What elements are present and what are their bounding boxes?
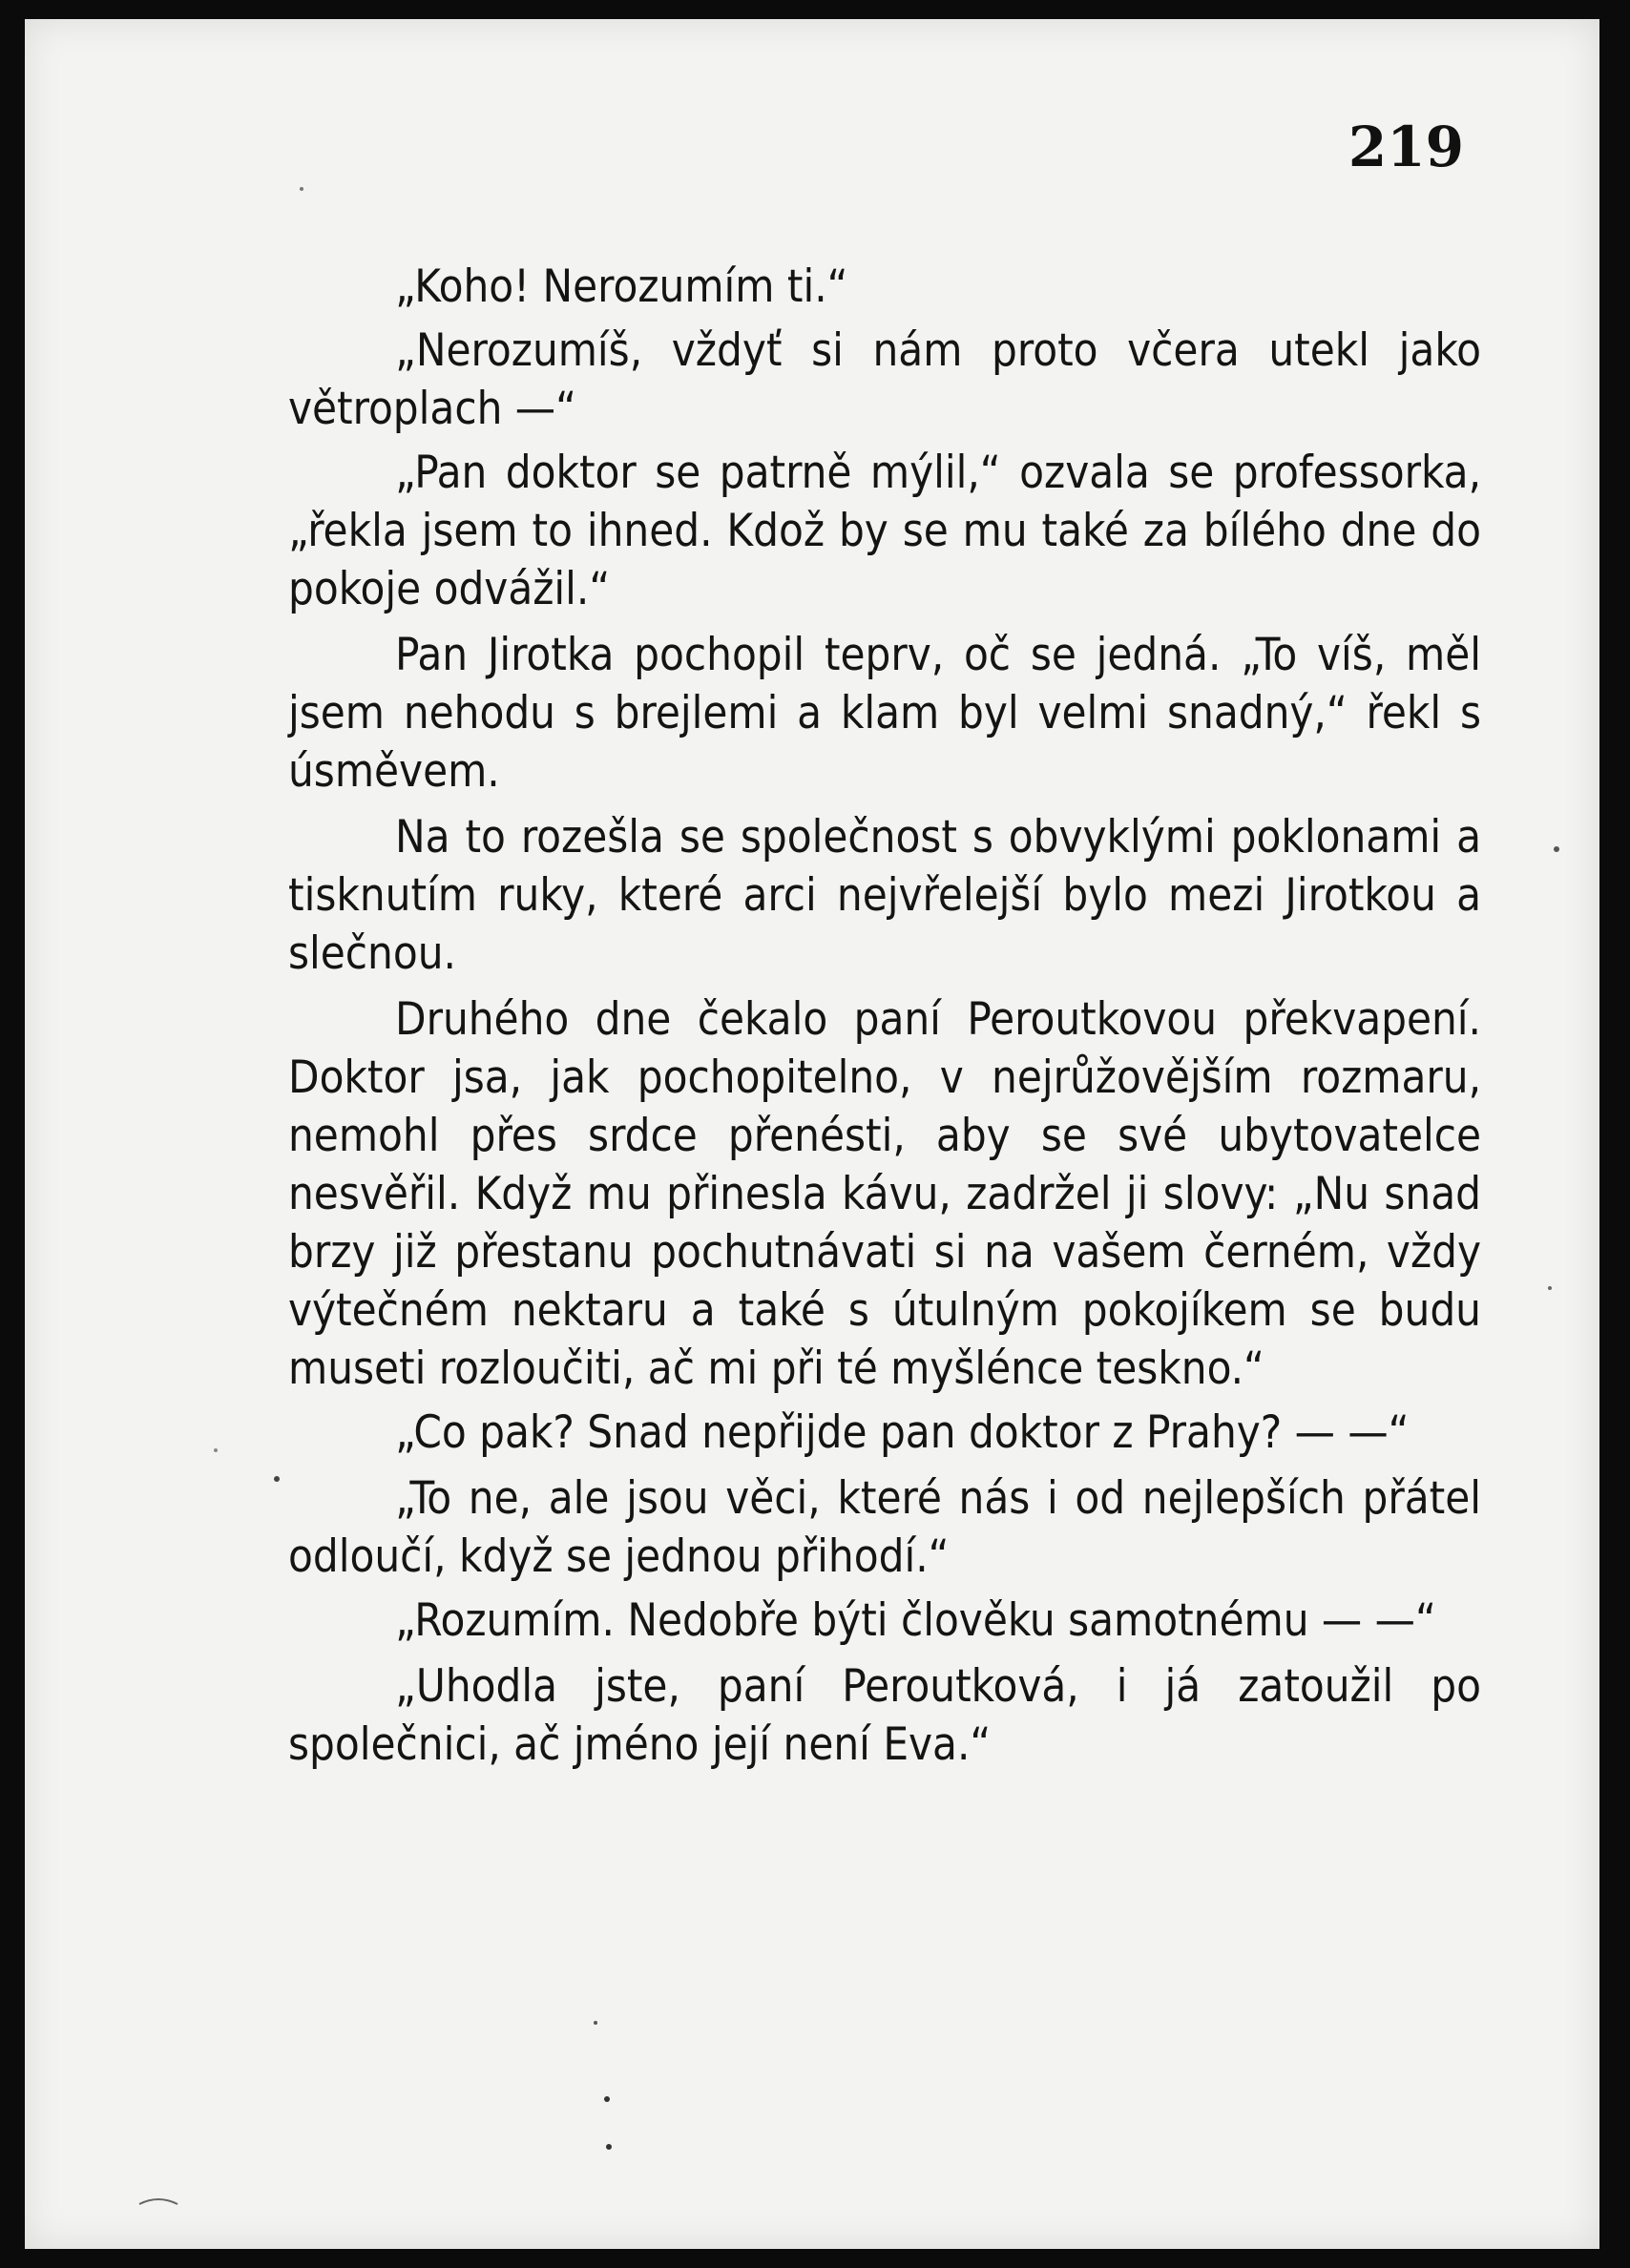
paragraph: „Uhodla jste, paní Peroutková, i já zatoužil po společnici, ač jméno její není Eva.“ [288,1660,1481,1771]
paragraph: Na to rozešla se společnost s obvyklými poklonami a tisknutím ruky, které arci nejvřelejší bylo mezi Jirotkou a slečnou. [288,811,1481,980]
paragraph: „Rozumím. Nedobře býti člověku samotnému — —“ [395,1594,1436,1647]
paragraph: „Pan doktor se patrně mýlil,“ ozvala se professorka, „řekla jsem to ihned. Kdož by se mu také za bílého dne do pokoje odvážil.“ [288,447,1481,615]
page-body [288,258,1481,1779]
paragraph: „Co pak? Snad nepřijde pan doktor z Prahy? — —“ [395,1406,1410,1459]
book-page [25,19,1599,2249]
paragraph: „Nerozumíš, vždyť si nám proto včera utekl jako větroplach —“ [288,324,1481,435]
paragraph: Pan Jirotka pochopil teprv, oč se jedná. „To víš, měl jsem nehodu s brejlemi a klam byl velmi snadný,“ řekl s úsměvem. [288,629,1481,798]
page-number: 219 [1348,114,1464,179]
paragraph: „To ne, ale jsou věci, které nás i od nejlepších přátel odloučí, když se jednou přihodí.“ [288,1472,1481,1583]
paragraph: „Koho! Nerozumím ti.“ [395,260,848,313]
paragraph: Druhého dne čekalo paní Peroutkovou překvapení. Doktor jsa, jak pochopitelno, v nejrůžovějším rozmaru, nemohl přes srdce přenésti, aby se své ubytovatelce nesvěřil. Když mu přinesla kávu, zadržel ji slovy: „Nu snad brzy již přestanu pochutnávati si na vašem černém, vždy výtečném nektaru a také s útulným pokojíkem se budu museti rozloučiti, ač mi při té myšlénce teskno.“ [288,993,1481,1395]
